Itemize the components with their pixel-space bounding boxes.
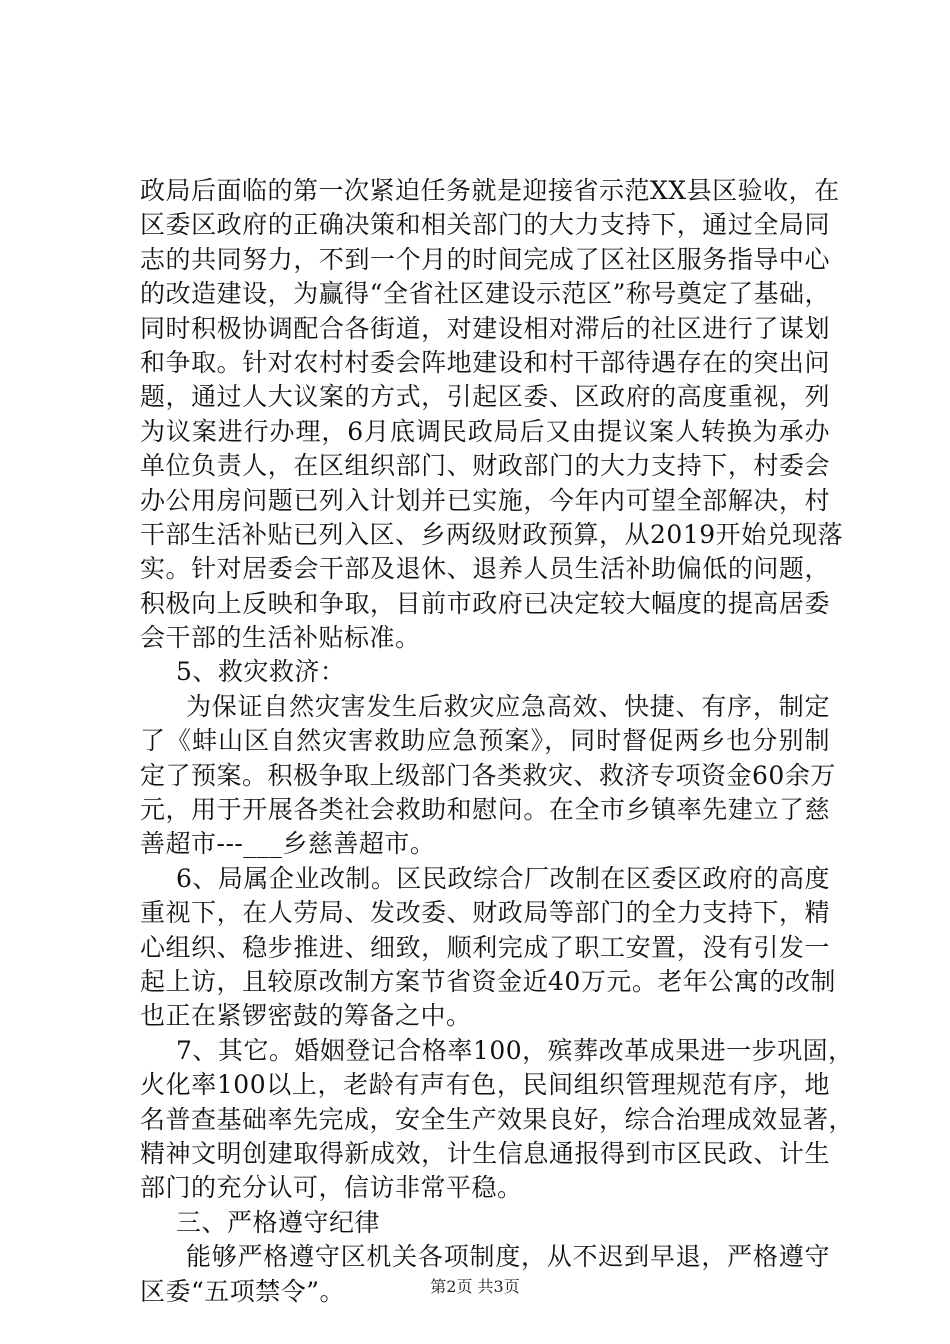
page-footer: 第2页 共3页 xyxy=(430,1277,520,1296)
text-line: 积极向上反映和争取，目前市政府已决定较大幅度的提高居委 xyxy=(140,588,830,618)
text-line: 区委区政府的正确决策和相关部门的大力支持下，通过全局同 xyxy=(140,210,830,240)
text-line: 政局后面临的第一次紧迫任务就是迎接省示范XX县区验收，在 xyxy=(140,176,840,205)
text-line: 会干部的生活补贴标准。 xyxy=(140,623,421,653)
text-line: 题，通过人大议案的方式，引起区委、区政府的高度重视，列 xyxy=(140,382,830,412)
text-line: 志的共同努力，不到一个月的时间完成了区社区服务指导中心 xyxy=(140,244,830,274)
section-heading: 三、严格遵守纪律 xyxy=(176,1207,381,1237)
text-line: 为保证自然灾害发生后救灾应急高效、快捷、有序，制定 xyxy=(186,691,830,721)
text-line: 的改造建设，为赢得“全省社区建设示范区”称号奠定了基础， xyxy=(140,279,830,309)
text-line: 名普查基础率先完成，安全生产效果良好，综合治理成效显著， xyxy=(140,1104,855,1134)
text-line: 能够严格遵守区机关各项制度，从不迟到早退，严格遵守 xyxy=(186,1242,830,1272)
text-line: 区委“五项禁令”。 xyxy=(140,1276,346,1306)
text-line: 定了预案。积极争取上级部门各类救灾、救济专项资金60余万 xyxy=(140,760,836,790)
text-line: 办公用房问题已列入计划并已实施，今年内可望全部解决，村 xyxy=(140,485,830,515)
text-line: 元，用于开展各类社会救助和慰问。在全市乡镇率先建立了慈 xyxy=(140,795,830,825)
section-heading: 5、救灾救济： xyxy=(176,657,346,687)
text-line: 精神文明创建取得新成效，计生信息通报得到市区民政、计生 xyxy=(140,1138,830,1168)
text-line: 为议案进行办理，6月底调民政局后又由提议案人转换为承办 xyxy=(140,416,830,446)
text-line: 7、其它。婚姻登记合格率100，殡葬改革成果进一步巩固， xyxy=(176,1035,854,1065)
text-line: 重视下，在人劳局、发改委、财政局等部门的全力支持下，精 xyxy=(140,898,830,928)
document-body xyxy=(140,174,855,1309)
text-line: 实。针对居委会干部及退休、退养人员生活补助偏低的问题， xyxy=(140,554,830,584)
text-line: 起上访，且较原改制方案节省资金近40万元。老年公寓的改制 xyxy=(140,966,836,996)
text-line: 部门的充分认可，信访非常平稳。 xyxy=(140,1173,523,1203)
text-line: 善超市---___乡慈善超市。 xyxy=(140,829,436,859)
text-line: 了《蚌山区自然灾害救助应急预案》，同时督促两乡也分别制 xyxy=(140,726,830,756)
text-line: 干部生活补贴已列入区、乡两级财政预算，从2019开始兑现落 xyxy=(140,519,844,549)
text-line: 同时积极协调配合各街道，对建设相对滞后的社区进行了谋划 xyxy=(140,313,830,343)
text-line: 火化率100以上，老龄有声有色，民间组织管理规范有序，地 xyxy=(140,1070,830,1100)
text-line: 6、局属企业改制。区民政综合厂改制在区委区政府的高度 xyxy=(176,863,830,893)
text-line: 心组织、稳步推进、细致，顺利完成了职工安置，没有引发一 xyxy=(140,932,830,962)
text-line: 也正在紧锣密鼓的筹备之中。 xyxy=(140,1001,472,1031)
text-line: 单位负责人，在区组织部门、财政部门的大力支持下，村委会 xyxy=(140,451,830,481)
text-line: 和争取。针对农村村委会阵地建设和村干部待遇存在的突出问 xyxy=(140,347,830,377)
